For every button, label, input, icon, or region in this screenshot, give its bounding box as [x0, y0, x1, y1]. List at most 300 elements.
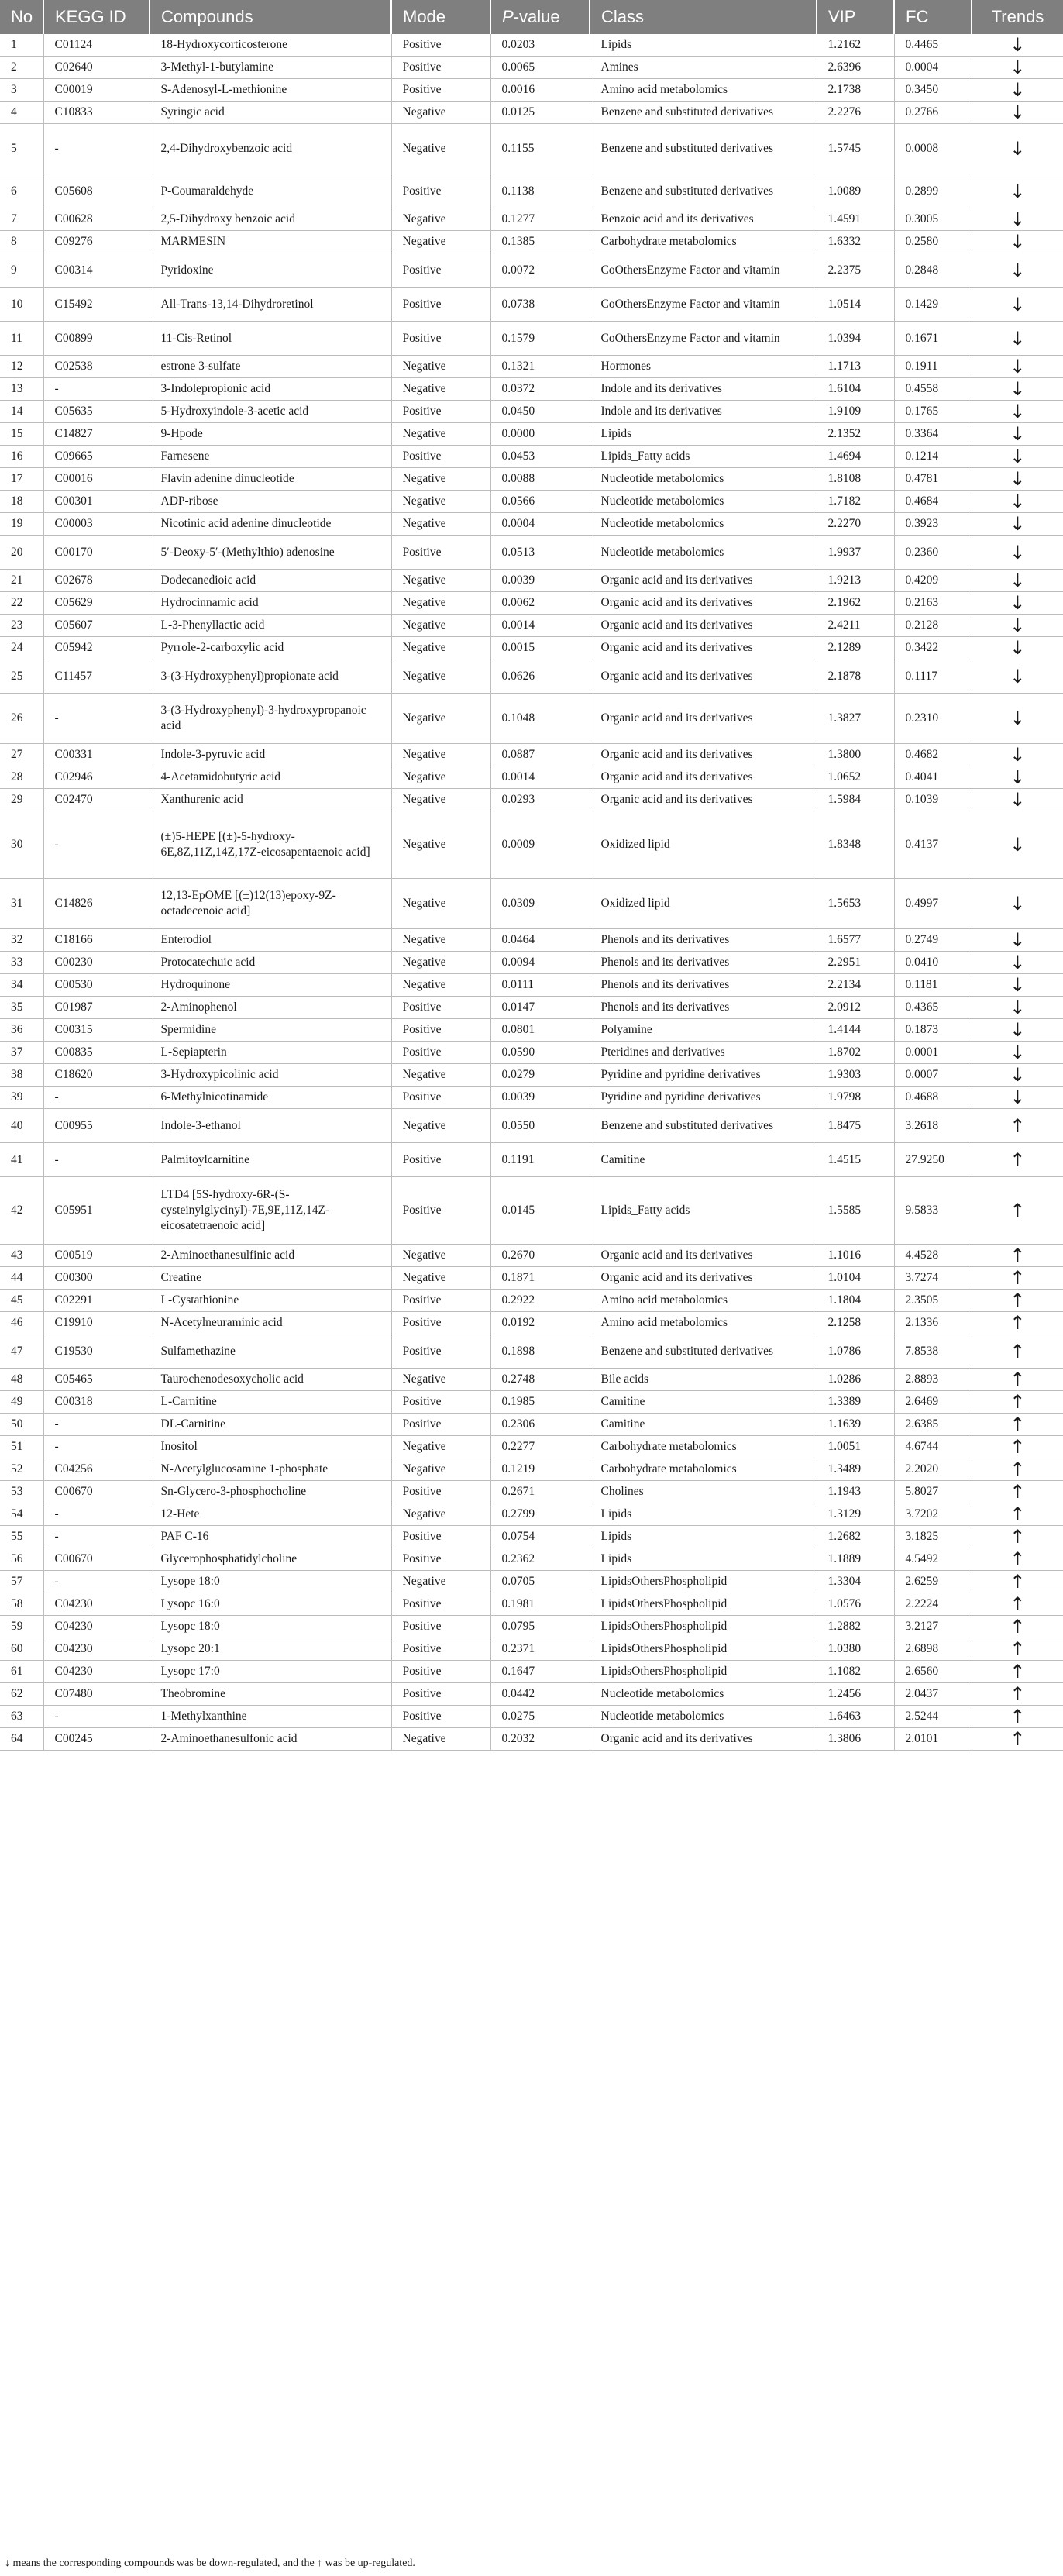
cell-no: 6	[0, 174, 43, 208]
cell-p-value: 0.1579	[490, 322, 590, 356]
cell-mode: Positive	[391, 57, 490, 79]
cell-kegg-id: -	[43, 1706, 150, 1728]
cell-class: Organic acid and its derivatives	[590, 659, 817, 694]
cell-trend: ↓	[972, 659, 1063, 694]
cell-fc: 0.0008	[894, 124, 972, 174]
cell-mode: Negative	[391, 1064, 490, 1087]
cell-kegg-id: C00670	[43, 1548, 150, 1571]
cell-no: 64	[0, 1728, 43, 1751]
cell-kegg-id: C00835	[43, 1042, 150, 1064]
cell-trend: ↓	[972, 491, 1063, 513]
cell-vip: 1.1804	[817, 1290, 894, 1312]
cell-vip: 1.2882	[817, 1616, 894, 1638]
table-row	[0, 288, 1063, 322]
cell-trend: ↓	[972, 879, 1063, 929]
cell-mode: Negative	[391, 1571, 490, 1593]
table-row	[0, 1334, 1063, 1369]
cell-class: Nucleotide metabolomics	[590, 491, 817, 513]
cell-class: Indole and its derivatives	[590, 401, 817, 423]
table-row	[0, 1064, 1063, 1087]
cell-vip: 1.5745	[817, 124, 894, 174]
cell-compound: P-Coumaraldehyde	[150, 174, 391, 208]
cell-fc: 0.2766	[894, 102, 972, 124]
cell-kegg-id: -	[43, 694, 150, 744]
cell-fc: 0.1429	[894, 288, 972, 322]
cell-fc: 0.1117	[894, 659, 972, 694]
cell-compound: Creatine	[150, 1267, 391, 1290]
cell-p-value: 0.1871	[490, 1267, 590, 1290]
cell-class: Phenols and its derivatives	[590, 929, 817, 952]
cell-mode: Positive	[391, 1087, 490, 1109]
cell-class: Camitine	[590, 1414, 817, 1436]
table-row	[0, 34, 1063, 57]
table-row	[0, 1458, 1063, 1481]
table-row	[0, 1616, 1063, 1638]
cell-class: Nucleotide metabolomics	[590, 468, 817, 491]
cell-p-value: 0.0453	[490, 446, 590, 468]
cell-p-value: 0.0705	[490, 1571, 590, 1593]
cell-fc: 3.7274	[894, 1267, 972, 1290]
cell-fc: 3.2618	[894, 1109, 972, 1143]
cell-kegg-id: C05629	[43, 592, 150, 615]
cell-class: Camitine	[590, 1143, 817, 1177]
cell-class: Benzene and substituted derivatives	[590, 1109, 817, 1143]
cell-no: 60	[0, 1638, 43, 1661]
cell-fc: 2.8893	[894, 1369, 972, 1391]
cell-compound: 9-Hpode	[150, 423, 391, 446]
cell-fc: 2.5244	[894, 1706, 972, 1728]
cell-p-value: 0.0450	[490, 401, 590, 423]
cell-trend: ↑	[972, 1334, 1063, 1369]
cell-mode: Positive	[391, 536, 490, 570]
header-row	[0, 0, 1063, 34]
cell-mode: Positive	[391, 997, 490, 1019]
cell-kegg-id: C18166	[43, 929, 150, 952]
cell-fc: 0.4365	[894, 997, 972, 1019]
cell-trend: ↓	[972, 423, 1063, 446]
cell-p-value: 0.0464	[490, 929, 590, 952]
cell-fc: 3.1825	[894, 1526, 972, 1548]
cell-compound: 3-Indolepropionic acid	[150, 378, 391, 401]
cell-trend: ↓	[972, 34, 1063, 57]
cell-compound: 6-Methylnicotinamide	[150, 1087, 391, 1109]
cell-no: 41	[0, 1143, 43, 1177]
table-row	[0, 253, 1063, 288]
cell-fc: 0.1765	[894, 401, 972, 423]
cell-trend: ↑	[972, 1571, 1063, 1593]
cell-mode: Negative	[391, 952, 490, 974]
cell-no: 38	[0, 1064, 43, 1087]
cell-kegg-id: -	[43, 1503, 150, 1526]
cell-p-value: 0.0590	[490, 1042, 590, 1064]
cell-no: 5	[0, 124, 43, 174]
cell-p-value: 0.1138	[490, 174, 590, 208]
cell-class: Bile acids	[590, 1369, 817, 1391]
cell-p-value: 0.0009	[490, 811, 590, 879]
table-row	[0, 1087, 1063, 1109]
table-row	[0, 997, 1063, 1019]
cell-compound: 12,13-EpOME [(±)12(13)epoxy-9Z-octadecenoic acid]	[150, 879, 391, 929]
cell-kegg-id: C00315	[43, 1019, 150, 1042]
cell-compound: Dodecanedioic acid	[150, 570, 391, 592]
cell-compound: Farnesene	[150, 446, 391, 468]
table-row	[0, 491, 1063, 513]
cell-kegg-id: C15492	[43, 288, 150, 322]
cell-class: LipidsOthersPhospholipid	[590, 1593, 817, 1616]
cell-compound: PAF C-16	[150, 1526, 391, 1548]
cell-fc: 0.1039	[894, 789, 972, 811]
cell-vip: 1.2682	[817, 1526, 894, 1548]
table-row	[0, 1683, 1063, 1706]
cell-trend: ↓	[972, 536, 1063, 570]
cell-kegg-id: C00019	[43, 79, 150, 102]
cell-no: 53	[0, 1481, 43, 1503]
cell-trend: ↑	[972, 1391, 1063, 1414]
cell-fc: 2.0101	[894, 1728, 972, 1751]
cell-trend: ↓	[972, 322, 1063, 356]
cell-p-value: 0.2748	[490, 1369, 590, 1391]
cell-no: 39	[0, 1087, 43, 1109]
cell-trend: ↑	[972, 1312, 1063, 1334]
cell-fc: 2.6898	[894, 1638, 972, 1661]
cell-trend: ↑	[972, 1290, 1063, 1312]
cell-kegg-id: C05607	[43, 615, 150, 637]
cell-p-value: 0.2799	[490, 1503, 590, 1526]
cell-no: 36	[0, 1019, 43, 1042]
cell-no: 34	[0, 974, 43, 997]
cell-class: Pyridine and pyridine derivatives	[590, 1064, 817, 1087]
cell-mode: Positive	[391, 322, 490, 356]
table-row	[0, 570, 1063, 592]
cell-trend: ↓	[972, 79, 1063, 102]
cell-no: 16	[0, 446, 43, 468]
cell-kegg-id: C00899	[43, 322, 150, 356]
cell-trend: ↓	[972, 231, 1063, 253]
cell-class: LipidsOthersPhospholipid	[590, 1661, 817, 1683]
cell-class: Nucleotide metabolomics	[590, 1683, 817, 1706]
cell-class: CoOthersEnzyme Factor and vitamin	[590, 288, 817, 322]
cell-vip: 1.9937	[817, 536, 894, 570]
cell-class: Phenols and its derivatives	[590, 974, 817, 997]
cell-mode: Negative	[391, 1458, 490, 1481]
cell-fc: 0.4997	[894, 879, 972, 929]
cell-vip: 1.9109	[817, 401, 894, 423]
cell-compound: L-Sepiapterin	[150, 1042, 391, 1064]
cell-no: 20	[0, 536, 43, 570]
cell-vip: 1.6104	[817, 378, 894, 401]
cell-class: Lipids	[590, 1548, 817, 1571]
cell-no: 24	[0, 637, 43, 659]
cell-compound: 3-(3-Hydroxyphenyl)propionate acid	[150, 659, 391, 694]
cell-vip: 1.5585	[817, 1177, 894, 1245]
cell-kegg-id: C05951	[43, 1177, 150, 1245]
cell-trend: ↓	[972, 929, 1063, 952]
cell-kegg-id: C05465	[43, 1369, 150, 1391]
cell-fc: 27.9250	[894, 1143, 972, 1177]
cell-fc: 2.6385	[894, 1414, 972, 1436]
cell-class: Organic acid and its derivatives	[590, 694, 817, 744]
cell-kegg-id: C14827	[43, 423, 150, 446]
table-row	[0, 423, 1063, 446]
cell-vip: 2.1289	[817, 637, 894, 659]
cell-p-value: 0.0125	[490, 102, 590, 124]
cell-mode: Negative	[391, 570, 490, 592]
cell-mode: Negative	[391, 615, 490, 637]
table-row	[0, 446, 1063, 468]
cell-vip: 1.0286	[817, 1369, 894, 1391]
cell-p-value: 0.0088	[490, 468, 590, 491]
cell-kegg-id: C02470	[43, 789, 150, 811]
cell-p-value: 0.0279	[490, 1064, 590, 1087]
cell-kegg-id: C01124	[43, 34, 150, 57]
table-row	[0, 974, 1063, 997]
cell-compound: Xanthurenic acid	[150, 789, 391, 811]
cell-compound: LTD4 [5S-hydroxy-6R-(S-cysteinylglycinyl)-7E,9E,11Z,14Z-eicosatetraenoic acid]	[150, 1177, 391, 1245]
table-row	[0, 1436, 1063, 1458]
cell-trend: ↑	[972, 1706, 1063, 1728]
cell-vip: 2.1962	[817, 592, 894, 615]
cell-kegg-id: -	[43, 124, 150, 174]
cell-fc: 2.1336	[894, 1312, 972, 1334]
cell-compound: MARMESIN	[150, 231, 391, 253]
cell-kegg-id: C00331	[43, 744, 150, 766]
cell-fc: 0.1214	[894, 446, 972, 468]
cell-mode: Negative	[391, 1503, 490, 1526]
header-mode: Mode	[391, 0, 490, 34]
cell-compound: Nicotinic acid adenine dinucleotide	[150, 513, 391, 536]
cell-no: 10	[0, 288, 43, 322]
cell-compound: ADP-ribose	[150, 491, 391, 513]
cell-vip: 1.7182	[817, 491, 894, 513]
cell-mode: Positive	[391, 174, 490, 208]
cell-fc: 0.3422	[894, 637, 972, 659]
table-row	[0, 1728, 1063, 1751]
cell-no: 14	[0, 401, 43, 423]
cell-kegg-id: C04230	[43, 1661, 150, 1683]
cell-mode: Positive	[391, 1290, 490, 1312]
table-row	[0, 378, 1063, 401]
cell-trend: ↑	[972, 1414, 1063, 1436]
cell-compound: 12-Hete	[150, 1503, 391, 1526]
cell-class: Amino acid metabolomics	[590, 79, 817, 102]
cell-no: 45	[0, 1290, 43, 1312]
cell-vip: 1.3389	[817, 1391, 894, 1414]
cell-mode: Negative	[391, 694, 490, 744]
cell-vip: 1.6332	[817, 231, 894, 253]
cell-p-value: 0.0000	[490, 423, 590, 446]
table-row	[0, 1312, 1063, 1334]
cell-p-value: 0.2670	[490, 1245, 590, 1267]
cell-vip: 1.1713	[817, 356, 894, 378]
cell-class: Organic acid and its derivatives	[590, 766, 817, 789]
cell-vip: 1.0652	[817, 766, 894, 789]
cell-mode: Negative	[391, 124, 490, 174]
table-row	[0, 1245, 1063, 1267]
cell-p-value: 0.0275	[490, 1706, 590, 1728]
cell-fc: 0.4465	[894, 34, 972, 57]
cell-kegg-id: -	[43, 811, 150, 879]
table-row	[0, 879, 1063, 929]
cell-mode: Positive	[391, 1706, 490, 1728]
cell-vip: 1.5984	[817, 789, 894, 811]
table-row	[0, 766, 1063, 789]
cell-fc: 0.3364	[894, 423, 972, 446]
cell-compound: DL-Carnitine	[150, 1414, 391, 1436]
cell-kegg-id: C00003	[43, 513, 150, 536]
cell-no: 3	[0, 79, 43, 102]
cell-compound: 2-Aminophenol	[150, 997, 391, 1019]
cell-kegg-id: C05942	[43, 637, 150, 659]
cell-compound: N-Acetylglucosamine 1-phosphate	[150, 1458, 391, 1481]
cell-compound: Indole-3-ethanol	[150, 1109, 391, 1143]
table-row	[0, 1290, 1063, 1312]
table-row	[0, 124, 1063, 174]
cell-class: Amines	[590, 57, 817, 79]
cell-no: 22	[0, 592, 43, 615]
cell-vip: 2.1258	[817, 1312, 894, 1334]
cell-no: 42	[0, 1177, 43, 1245]
cell-kegg-id: C09665	[43, 446, 150, 468]
cell-fc: 7.8538	[894, 1334, 972, 1369]
cell-fc: 2.6560	[894, 1661, 972, 1683]
cell-trend: ↓	[972, 513, 1063, 536]
cell-vip: 1.8702	[817, 1042, 894, 1064]
table-row	[0, 231, 1063, 253]
cell-vip: 1.6577	[817, 929, 894, 952]
cell-fc: 0.0007	[894, 1064, 972, 1087]
cell-no: 32	[0, 929, 43, 952]
cell-no: 4	[0, 102, 43, 124]
cell-p-value: 0.0293	[490, 789, 590, 811]
cell-compound: 3-Hydroxypicolinic acid	[150, 1064, 391, 1087]
cell-mode: Negative	[391, 974, 490, 997]
cell-no: 37	[0, 1042, 43, 1064]
table-row	[0, 929, 1063, 952]
cell-p-value: 0.0072	[490, 253, 590, 288]
cell-trend: ↓	[972, 356, 1063, 378]
table-row	[0, 1526, 1063, 1548]
cell-no: 52	[0, 1458, 43, 1481]
cell-trend: ↑	[972, 1436, 1063, 1458]
cell-fc: 2.2020	[894, 1458, 972, 1481]
cell-mode: Positive	[391, 1019, 490, 1042]
cell-compound: Sulfamethazine	[150, 1334, 391, 1369]
cell-compound: Syringic acid	[150, 102, 391, 124]
table-row	[0, 1143, 1063, 1177]
cell-no: 59	[0, 1616, 43, 1638]
cell-mode: Negative	[391, 1728, 490, 1751]
cell-no: 15	[0, 423, 43, 446]
cell-fc: 2.6469	[894, 1391, 972, 1414]
cell-compound: estrone 3-sulfate	[150, 356, 391, 378]
cell-trend: ↓	[972, 253, 1063, 288]
cell-compound: N-Acetylneuraminic acid	[150, 1312, 391, 1334]
cell-trend: ↓	[972, 952, 1063, 974]
cell-fc: 2.6259	[894, 1571, 972, 1593]
cell-p-value: 0.1219	[490, 1458, 590, 1481]
cell-vip: 1.3806	[817, 1728, 894, 1751]
cell-trend: ↑	[972, 1177, 1063, 1245]
cell-compound: 11-Cis-Retinol	[150, 322, 391, 356]
cell-compound: 5-Hydroxyindole-3-acetic acid	[150, 401, 391, 423]
cell-vip: 1.9213	[817, 570, 894, 592]
cell-kegg-id: C05635	[43, 401, 150, 423]
cell-mode: Positive	[391, 288, 490, 322]
cell-compound: Lysopc 17:0	[150, 1661, 391, 1683]
cell-vip: 1.0786	[817, 1334, 894, 1369]
cell-kegg-id: C00318	[43, 1391, 150, 1414]
table-row	[0, 1369, 1063, 1391]
cell-compound: Lysopc 16:0	[150, 1593, 391, 1616]
cell-compound: Theobromine	[150, 1683, 391, 1706]
cell-kegg-id: C10833	[43, 102, 150, 124]
header-fc: FC	[894, 0, 972, 34]
cell-class: Lipids	[590, 34, 817, 57]
cell-p-value: 0.1277	[490, 208, 590, 231]
table-row	[0, 1706, 1063, 1728]
cell-p-value: 0.0147	[490, 997, 590, 1019]
cell-compound: Lysopc 20:1	[150, 1638, 391, 1661]
table-row	[0, 952, 1063, 974]
table-row	[0, 637, 1063, 659]
cell-vip: 1.2456	[817, 1683, 894, 1706]
cell-compound: Flavin adenine dinucleotide	[150, 468, 391, 491]
cell-vip: 1.0051	[817, 1436, 894, 1458]
cell-vip: 1.1082	[817, 1661, 894, 1683]
cell-class: Lipids_Fatty acids	[590, 1177, 817, 1245]
cell-class: Pyridine and pyridine derivatives	[590, 1087, 817, 1109]
cell-fc: 0.2899	[894, 174, 972, 208]
cell-fc: 4.6744	[894, 1436, 972, 1458]
cell-mode: Positive	[391, 79, 490, 102]
cell-vip: 1.4694	[817, 446, 894, 468]
cell-p-value: 0.1321	[490, 356, 590, 378]
cell-fc: 2.3505	[894, 1290, 972, 1312]
cell-kegg-id: -	[43, 1526, 150, 1548]
table-row	[0, 322, 1063, 356]
cell-compound: 5′-Deoxy-5′-(Methylthio) adenosine	[150, 536, 391, 570]
cell-p-value: 0.2922	[490, 1290, 590, 1312]
cell-vip: 2.2951	[817, 952, 894, 974]
cell-fc: 0.4682	[894, 744, 972, 766]
table-row	[0, 744, 1063, 766]
cell-no: 46	[0, 1312, 43, 1334]
cell-no: 62	[0, 1683, 43, 1706]
cell-no: 8	[0, 231, 43, 253]
cell-trend: ↓	[972, 766, 1063, 789]
cell-p-value: 0.0566	[490, 491, 590, 513]
cell-vip: 2.2375	[817, 253, 894, 288]
cell-trend: ↓	[972, 570, 1063, 592]
cell-p-value: 0.0550	[490, 1109, 590, 1143]
header-compounds: Compounds	[150, 0, 391, 34]
table-row	[0, 57, 1063, 79]
cell-class: Lipids	[590, 1503, 817, 1526]
cell-vip: 1.3304	[817, 1571, 894, 1593]
cell-p-value: 0.0039	[490, 1087, 590, 1109]
cell-kegg-id: C07480	[43, 1683, 150, 1706]
cell-fc: 0.2128	[894, 615, 972, 637]
cell-mode: Negative	[391, 637, 490, 659]
table-row	[0, 1481, 1063, 1503]
table-row	[0, 1391, 1063, 1414]
cell-vip: 1.0104	[817, 1267, 894, 1290]
cell-no: 51	[0, 1436, 43, 1458]
cell-no: 56	[0, 1548, 43, 1571]
table-row	[0, 174, 1063, 208]
table-row	[0, 659, 1063, 694]
cell-fc: 0.1181	[894, 974, 972, 997]
